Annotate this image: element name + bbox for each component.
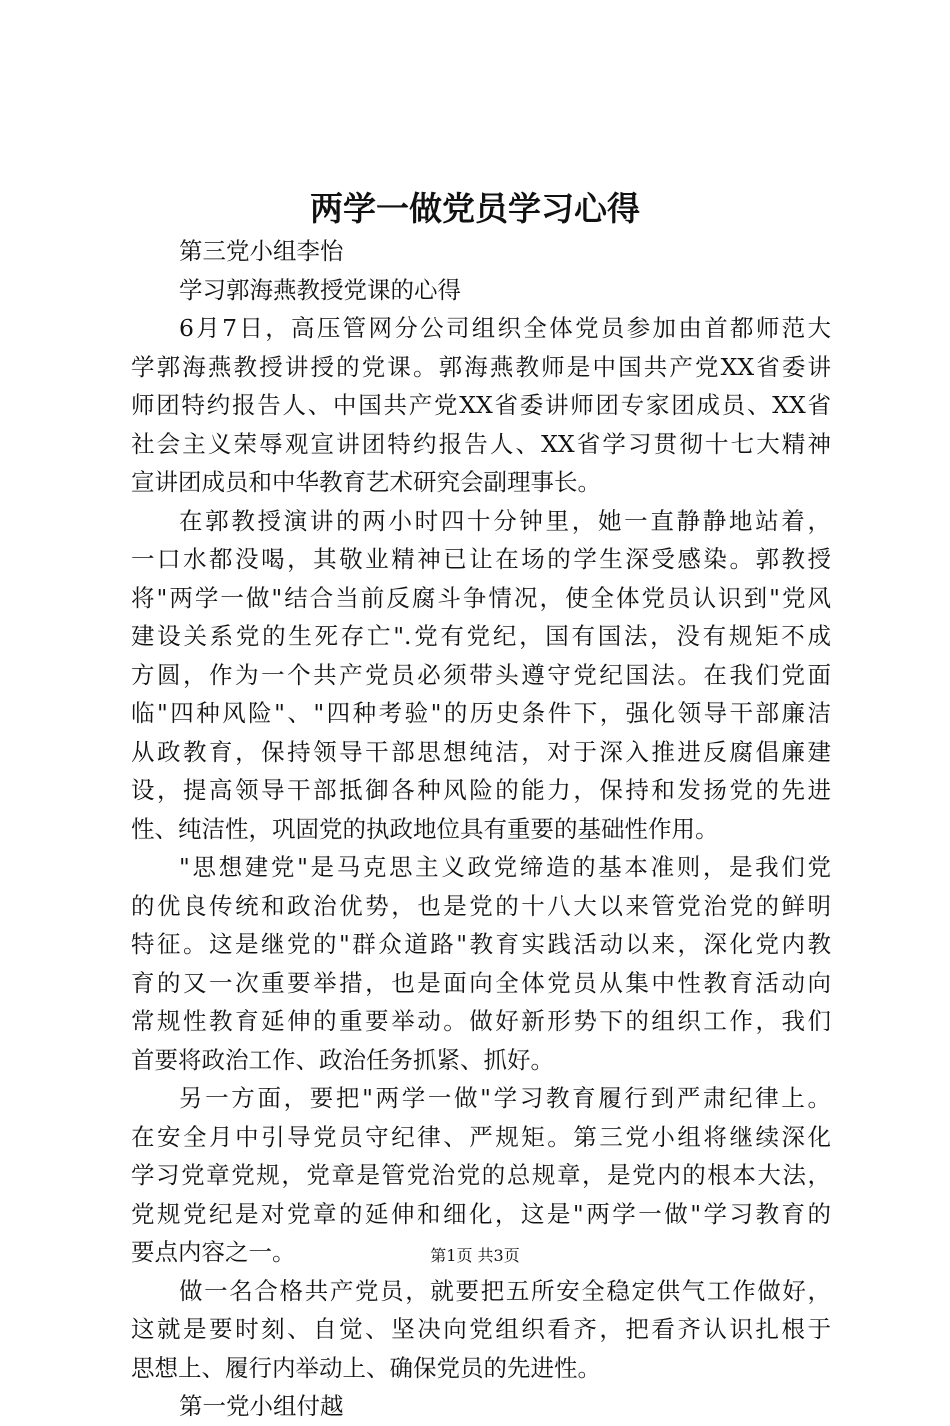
text-line: 6月7日，高压管网分公司组织全体党员参加由首都师范大 (179, 314, 831, 342)
text-line: 的优良传统和政治优势，也是党的十八大以来管党治党的鲜明 (131, 891, 831, 920)
text-line: 方圆，作为一个共产党员必须带头遵守党纪国法。在我们党面 (131, 660, 831, 689)
text-line: 宣讲团成员和中华教育艺术研究会副理事长。 (131, 468, 601, 496)
text-line: "思想建党"是马克思主义政党缔造的基本准则，是我们党 (179, 853, 831, 881)
text-line: 学习郭海燕教授党课的心得 (179, 275, 461, 304)
text-line: 社会主义荣辱观宣讲团特约报告人、XX省学习贯彻十七大精神 (131, 429, 831, 458)
text-line: 育的又一次重要举措，也是面向全体党员从集中性教育活动向 (131, 968, 831, 997)
text-line: 从政教育，保持领导干部思想纯洁，对于深入推进反腐倡廉建 (131, 737, 831, 766)
text-line: 党规党纪是对党章的延伸和细化，这是"两学一做"学习教育的 (131, 1199, 831, 1228)
text-line: 第三党小组李怡 (179, 237, 344, 265)
text-line: 师团特约报告人、中国共产党XX省委讲师团专家团成员、XX省 (131, 391, 831, 419)
text-line: 建设关系党的生死存亡".党有党纪，国有国法，没有规矩不成 (131, 622, 831, 650)
text-line: 第一党小组付越 (179, 1392, 344, 1420)
text-line: 思想上、履行内举动上、确保党员的先进性。 (131, 1353, 601, 1382)
text-line: 要点内容之一。 (131, 1238, 296, 1266)
text-line: 学习党章党规，党章是管党治党的总规章，是党内的根本大法， (131, 1161, 831, 1189)
text-line: 一口水都没喝，其敬业精神已让在场的学生深受感染。郭教授 (131, 545, 831, 573)
text-line: 这就是要时刻、自觉、坚决向党组织看齐，把看齐认识扎根于 (131, 1315, 831, 1343)
text-line: 性、纯洁性，巩固党的执政地位具有重要的基础性作用。 (131, 814, 719, 843)
page-title: 两学一做党员学习心得 (310, 189, 640, 228)
text-line: 临"四种风险"、"四种考验"的历史条件下，强化领导干部廉洁 (131, 699, 831, 727)
text-line: 在安全月中引导党员守纪律、严规矩。第三党小组将继续深化 (131, 1122, 831, 1151)
text-line: 特征。这是继党的"群众道路"教育实践活动以来，深化党内教 (131, 930, 831, 958)
text-line: 做一名合格共产党员，就要把五所安全稳定供气工作做好， (179, 1276, 831, 1305)
text-line: 在郭教授演讲的两小时四十分钟里，她一直静静地站着， (179, 506, 831, 535)
text-line: 常规性教育延伸的重要举动。做好新形势下的组织工作，我们 (131, 1007, 831, 1035)
text-line: 学郭海燕教授讲授的党课。郭海燕教师是中国共产党XX省委讲 (131, 352, 831, 381)
text-line: 设，提高领导干部抵御各种风险的能力，保持和发扬党的先进 (131, 776, 831, 804)
page-footer: 第1页 共3页 (430, 1246, 520, 1265)
text-line: 首要将政治工作、政治任务抓紧、抓好。 (131, 1045, 554, 1074)
text-line: 另一方面，要把"两学一做"学习教育履行到严肃纪律上。 (179, 1084, 831, 1112)
text-line: 将"两学一做"结合当前反腐斗争情况，使全体党员认识到"党风 (131, 583, 831, 612)
